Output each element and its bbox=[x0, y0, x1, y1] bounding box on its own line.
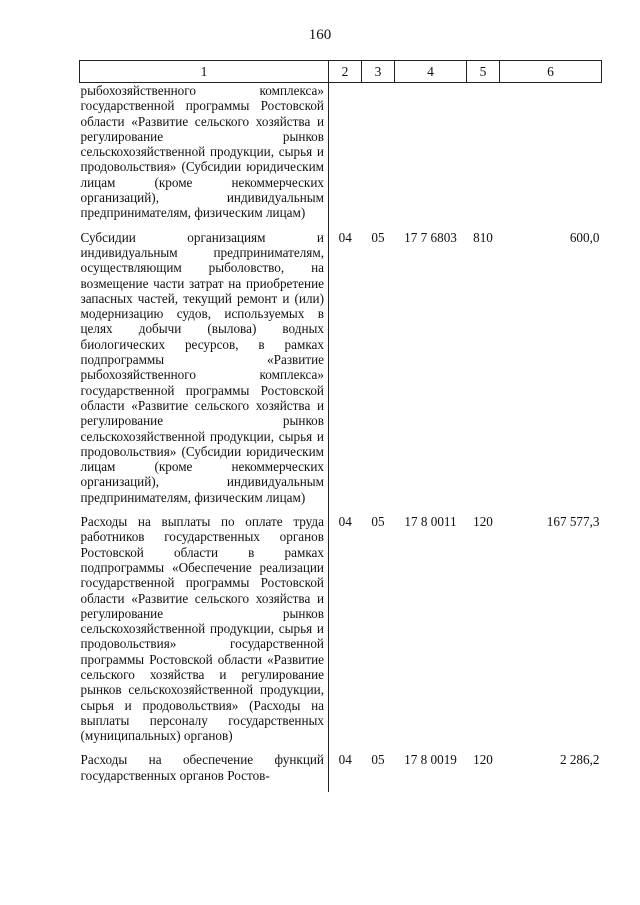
row-description: рыбохозяйственного комплекса» государственной программы Ростовской области «Развитие сельского хозяйства и регулирование рынков сельскохозяйственной продукции, сырья и продовольствия» (Субсидии юридическим лицам (кроме некоммерческих организаций), индивидуальным предпринимателям, физическим лицам) bbox=[80, 83, 329, 230]
row-section: 04 bbox=[338, 752, 352, 768]
row-target-article bbox=[395, 83, 467, 230]
row-subsection bbox=[362, 83, 395, 230]
header-row bbox=[80, 61, 602, 83]
column-header-section: 2 bbox=[329, 61, 362, 83]
row-description: Расходы на обеспечение функций государственных органов Ростов- bbox=[80, 752, 329, 792]
column-header-expense-type: 5 bbox=[467, 61, 500, 83]
row-subsection: 05 bbox=[371, 229, 385, 245]
row-description: Расходы на выплаты по оплате труда работников государственных органов Ростовской области в рамках подпрограммы «Обеспечение реализации государственной программы Ростовской области «Развитие сельского хозяйства и регулирование рынков сельскохозяйственной продукции, сырья и продовольствия» государственной программы Ростовской области «Развитие сельского хозяйства и регулирование рынков сельскохозяйственной продукции, сырья и продовольствия» (Расходы на выплаты персоналу государственных (муниципальных) органов) bbox=[80, 514, 329, 752]
table-row bbox=[80, 752, 602, 792]
row-subsection: 05 bbox=[371, 514, 385, 530]
row-amount: 2 286,2 bbox=[559, 752, 600, 768]
row-subsection: 05 bbox=[371, 752, 385, 768]
row-section: 04 bbox=[338, 229, 352, 245]
row-target-article: 17 8 0011 bbox=[404, 514, 457, 530]
table-header bbox=[80, 61, 602, 83]
table-row bbox=[80, 230, 602, 514]
row-section: 04 bbox=[338, 514, 352, 530]
table-body bbox=[80, 83, 602, 793]
column-header-amount: 6 bbox=[500, 61, 602, 83]
row-amount: 600,0 bbox=[569, 229, 600, 245]
row-expense-type: 120 bbox=[473, 752, 493, 768]
column-header-target-article: 4 bbox=[395, 61, 467, 83]
row-expense-type: 810 bbox=[473, 229, 493, 245]
row-section bbox=[329, 83, 362, 230]
budget-table bbox=[79, 60, 602, 792]
row-target-article: 17 7 6803 bbox=[404, 229, 457, 245]
row-target-article: 17 8 0019 bbox=[404, 752, 457, 768]
row-expense-type bbox=[467, 83, 500, 230]
row-expense-type: 120 bbox=[473, 514, 493, 530]
row-description: Субсидии организациям и индивидуальным предпринимателям, осуществляющим рыболовство, на возмещение части затрат на приобретение запасных частей, текущий ремонт и (или) модернизацию судов, используемых в целях добычи (вылова) водных биологических ресурсов, в рамках подпрограммы «Развитие рыбохозяйственного комплекса» государственной программы Ростовской области «Развитие сельского хозяйства и регулирование рынков сельскохозяйственной продукции, сырья и продовольствия» (Субсидии юридическим лицам (кроме некоммерческих организаций), индивидуальным предпринимателям, физическим лицам) bbox=[80, 230, 329, 514]
table-row bbox=[80, 514, 602, 752]
column-header-description: 1 bbox=[80, 61, 329, 83]
row-amount: 167 577,3 bbox=[546, 514, 600, 530]
table-row bbox=[80, 83, 602, 230]
row-amount bbox=[500, 83, 602, 230]
page-number: 160 bbox=[308, 27, 332, 43]
column-header-subsection: 3 bbox=[362, 61, 395, 83]
